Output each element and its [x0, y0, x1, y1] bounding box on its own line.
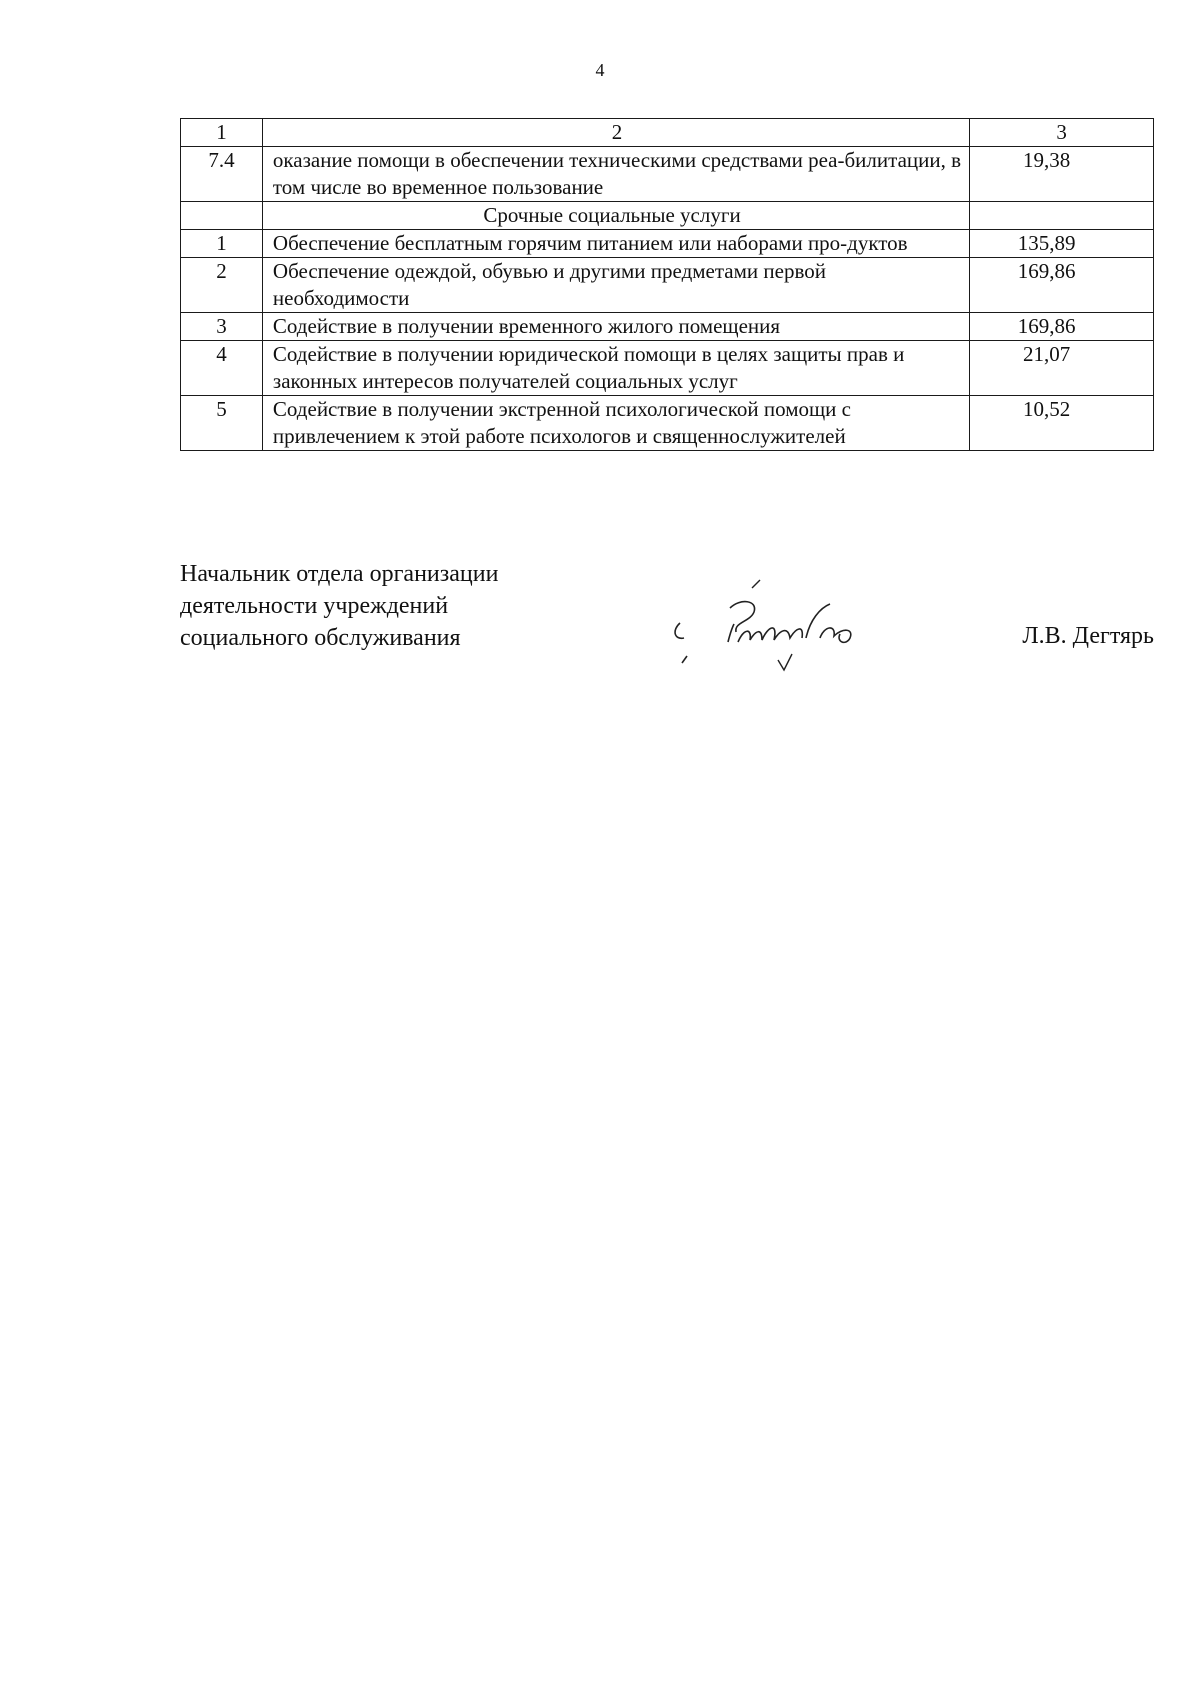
table-row [181, 396, 1154, 451]
signer-position [180, 558, 600, 654]
row-service: Обеспечение бесплатным горячим питанием или наборами про-дуктов [262, 230, 969, 258]
row-value: 21,07 [970, 341, 1154, 396]
row-value [970, 202, 1154, 230]
table-header-row [181, 119, 1154, 147]
row-value: 169,86 [970, 258, 1154, 313]
row-number: 4 [181, 341, 263, 396]
table-row [181, 341, 1154, 396]
row-value: 135,89 [970, 230, 1154, 258]
section-row [181, 202, 1154, 230]
header-cell-2: 2 [262, 119, 969, 147]
handwritten-signature [670, 568, 890, 678]
table-row [181, 230, 1154, 258]
row-service: оказание помощи в обеспечении техническими средствами реа-билитации, в том числе во временное пользование [262, 147, 969, 202]
row-value: 169,86 [970, 313, 1154, 341]
row-value: 10,52 [970, 396, 1154, 451]
table-row [181, 147, 1154, 202]
header-cell-1: 1 [181, 119, 263, 147]
row-service: Содействие в получении юридической помощи в целях защиты прав и законных интересов получателей социальных услуг [262, 341, 969, 396]
signer-name: Л.В. Дегтярь [1022, 623, 1154, 649]
page-number: 4 [595, 60, 605, 80]
table-row [181, 258, 1154, 313]
tariff-table-container [180, 118, 1154, 451]
header-cell-3: 3 [970, 119, 1154, 147]
row-service: Обеспечение одеждой, обувью и другими предметами первой необходимости [262, 258, 969, 313]
signature-block [180, 558, 1154, 688]
table-row [181, 313, 1154, 341]
signer-position-line: Начальник отдела организации [180, 561, 499, 587]
row-value: 19,38 [970, 147, 1154, 202]
signer-position-line: деятельности учреждений [180, 593, 449, 619]
row-number: 2 [181, 258, 263, 313]
row-number: 1 [181, 230, 263, 258]
row-service: Содействие в получении экстренной психологической помощи с привлечением к этой работе психологов и священнослужителей [262, 396, 969, 451]
row-number: 3 [181, 313, 263, 341]
row-number: 7.4 [181, 147, 263, 202]
row-service: Содействие в получении временного жилого помещения [262, 313, 969, 341]
row-number: 5 [181, 396, 263, 451]
signer-position-line: социального обслуживания [180, 625, 461, 651]
section-title: Срочные социальные услуги [262, 202, 969, 230]
tariff-table [180, 118, 1154, 451]
row-number [181, 202, 263, 230]
